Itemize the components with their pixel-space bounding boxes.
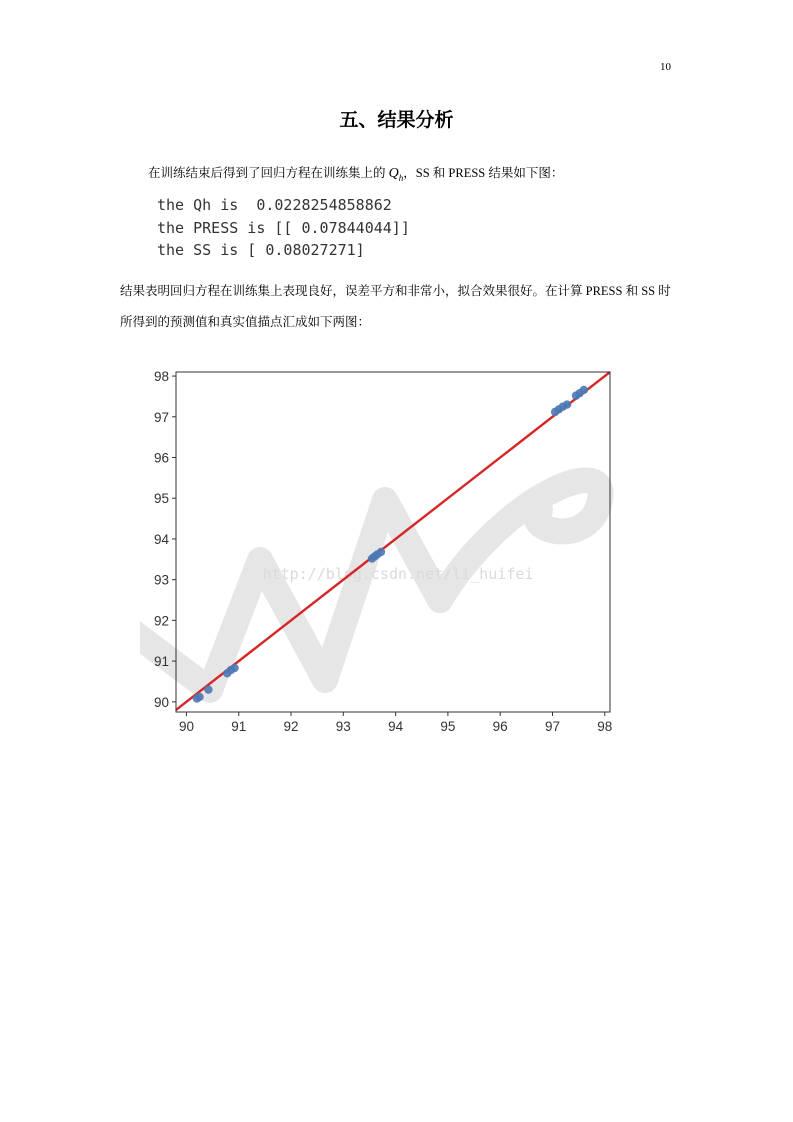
data-point [204, 685, 212, 693]
x-tick-label: 91 [231, 719, 247, 734]
y-tick-label: 94 [153, 531, 169, 547]
intro-paragraph [148, 163, 563, 183]
y-tick-label: 96 [153, 450, 169, 466]
data-point [377, 548, 385, 556]
x-tick-label: 93 [335, 719, 351, 734]
y-tick-label: 98 [153, 369, 169, 385]
watermark-logo [140, 480, 601, 690]
y-tick-label: 91 [153, 654, 169, 670]
code-line-qh: the Qh is 0.0228254858862 [157, 196, 392, 214]
scatter-chart [140, 360, 630, 750]
x-tick-label: 97 [544, 719, 560, 734]
x-tick-label: 96 [492, 719, 508, 734]
page-number: 10 [660, 61, 671, 73]
qh-subscript: h [398, 172, 404, 183]
qh-main: Q [388, 166, 399, 181]
code-line-ss: the SS is [ 0.08027271] [157, 241, 365, 259]
y-tick-label: 92 [153, 613, 169, 629]
intro-text-before: 在训练结束后得到了回归方程在训练集上的 [148, 166, 389, 180]
code-output-block [157, 194, 410, 262]
x-tick-label: 98 [597, 719, 613, 734]
x-tick-label: 94 [388, 719, 404, 734]
data-point [580, 386, 588, 394]
y-tick-label: 95 [153, 491, 169, 507]
results-paragraph: 结果表明回归方程在训练集上表现良好，误差平方和非常小，拟合效果很好。在计算 PRESS 和 SS 时所得到的预测值和真实值描点汇成如下两图： [120, 284, 671, 329]
prediction-vs-actual-figure [140, 360, 630, 750]
section-title: 五、结果分析 [339, 109, 454, 131]
y-tick-label: 93 [153, 572, 169, 588]
data-point [230, 664, 238, 672]
watermark-text: http://blog.csdn.net/li_huifei [262, 565, 534, 583]
data-point [195, 693, 203, 701]
qh-symbol [389, 166, 404, 181]
y-tick-label: 97 [153, 409, 169, 425]
x-tick-label: 90 [178, 719, 194, 734]
x-tick-label: 95 [440, 719, 456, 734]
code-line-press: the PRESS is [[ 0.07844044]] [157, 218, 410, 237]
data-point [563, 400, 571, 408]
y-tick-label: 90 [153, 694, 169, 710]
x-axis [179, 712, 612, 734]
intro-text-after: ，SS 和 PRESS 结果如下图： [403, 166, 564, 180]
x-tick-label: 92 [283, 719, 299, 734]
